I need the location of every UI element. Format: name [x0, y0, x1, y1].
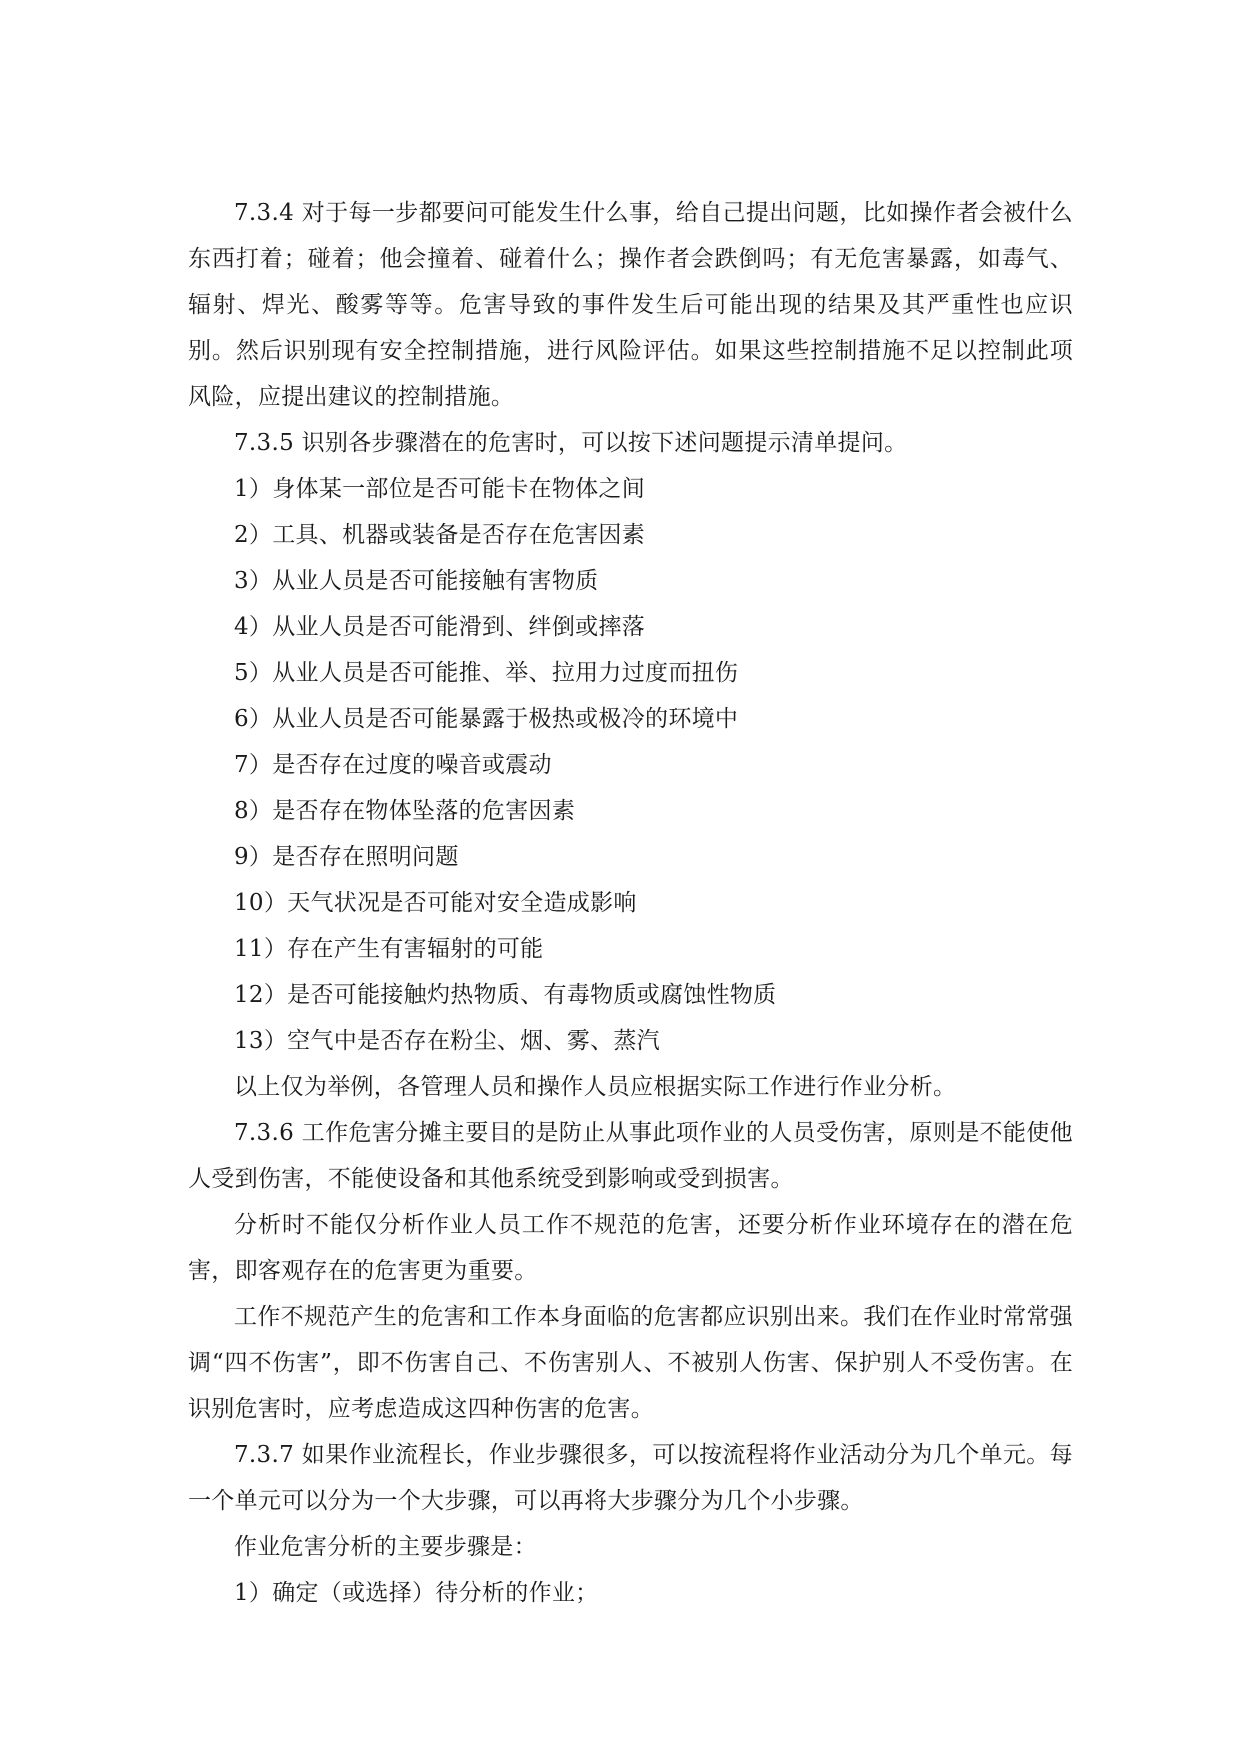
- list-item-7: 7）是否存在过度的噪音或震动: [234, 752, 552, 778]
- list-item-1: 1）身体某一部位是否可能卡在物体之间: [234, 476, 646, 502]
- list-item-4: 4）从业人员是否可能滑到、绊倒或摔落: [234, 614, 646, 640]
- paragraph-example-note: 以上仅为举例，各管理人员和操作人员应根据实际工作进行作业分析。: [234, 1074, 957, 1100]
- step-item-1: 1）确定（或选择）待分析的作业；: [234, 1580, 599, 1606]
- list-item-13: 13）空气中是否存在粉尘、烟、雾、蒸汽: [234, 1028, 660, 1054]
- document-body: [188, 190, 1073, 1616]
- list-item-6: 6）从业人员是否可能暴露于极热或极冷的环境中: [234, 706, 739, 732]
- list-item-12: 12）是否可能接触灼热物质、有毒物质或腐蚀性物质: [234, 982, 777, 1008]
- list-item-3: 3）从业人员是否可能接触有害物质: [234, 568, 599, 594]
- paragraph-four-no-harm: 工作不规范产生的危害和工作本身面临的危害都应识别出来。我们在作业时常常强调“四不伤害”，即不伤害自己、不伤害别人、不被别人伤害、保护别人不受伤害。在识别危害时，应考虑造成这四种伤害的危害。: [188, 1304, 1073, 1422]
- list-item-9: 9）是否存在照明问题: [234, 844, 459, 870]
- paragraph-7-3-6: 7.3.6 工作危害分摊主要目的是防止从事此项作业的人员受伤害，原则是不能使他人受到伤害，不能使设备和其他系统受到影响或受到损害。: [188, 1120, 1073, 1192]
- paragraph-analysis: 分析时不能仅分析作业人员工作不规范的危害，还要分析作业环境存在的潜在危害，即客观存在的危害更为重要。: [188, 1212, 1073, 1284]
- paragraph-7-3-7: 7.3.7 如果作业流程长，作业步骤很多，可以按流程将作业活动分为几个单元。每一个单元可以分为一个大步骤，可以再将大步骤分为几个小步骤。: [188, 1442, 1073, 1514]
- list-item-11: 11）存在产生有害辐射的可能: [234, 936, 544, 962]
- paragraph-7-3-5: 7.3.5 识别各步骤潜在的危害时，可以按下述问题提示清单提问。: [234, 430, 908, 456]
- list-item-10: 10）天气状况是否可能对安全造成影响: [234, 890, 637, 916]
- paragraph-7-3-4: 7.3.4 对于每一步都要问可能发生什么事，给自己提出问题，比如操作者会被什么东西打着；碰着；他会撞着、碰着什么；操作者会跌倒吗；有无危害暴露，如毒气、辐射、焊光、酸雾等等。危害导致的事件发生后可能出现的结果及其严重性也应识别。然后识别现有安全控制措施，进行风险评估。如果这些控制措施不足以控制此项风险，应提出建议的控制措施。: [188, 200, 1073, 410]
- list-item-2: 2）工具、机器或装备是否存在危害因素: [234, 522, 646, 548]
- list-item-5: 5）从业人员是否可能推、举、拉用力过度而扭伤: [234, 660, 739, 686]
- list-item-8: 8）是否存在物体坠落的危害因素: [234, 798, 576, 824]
- paragraph-main-steps: 作业危害分析的主要步骤是：: [234, 1534, 537, 1560]
